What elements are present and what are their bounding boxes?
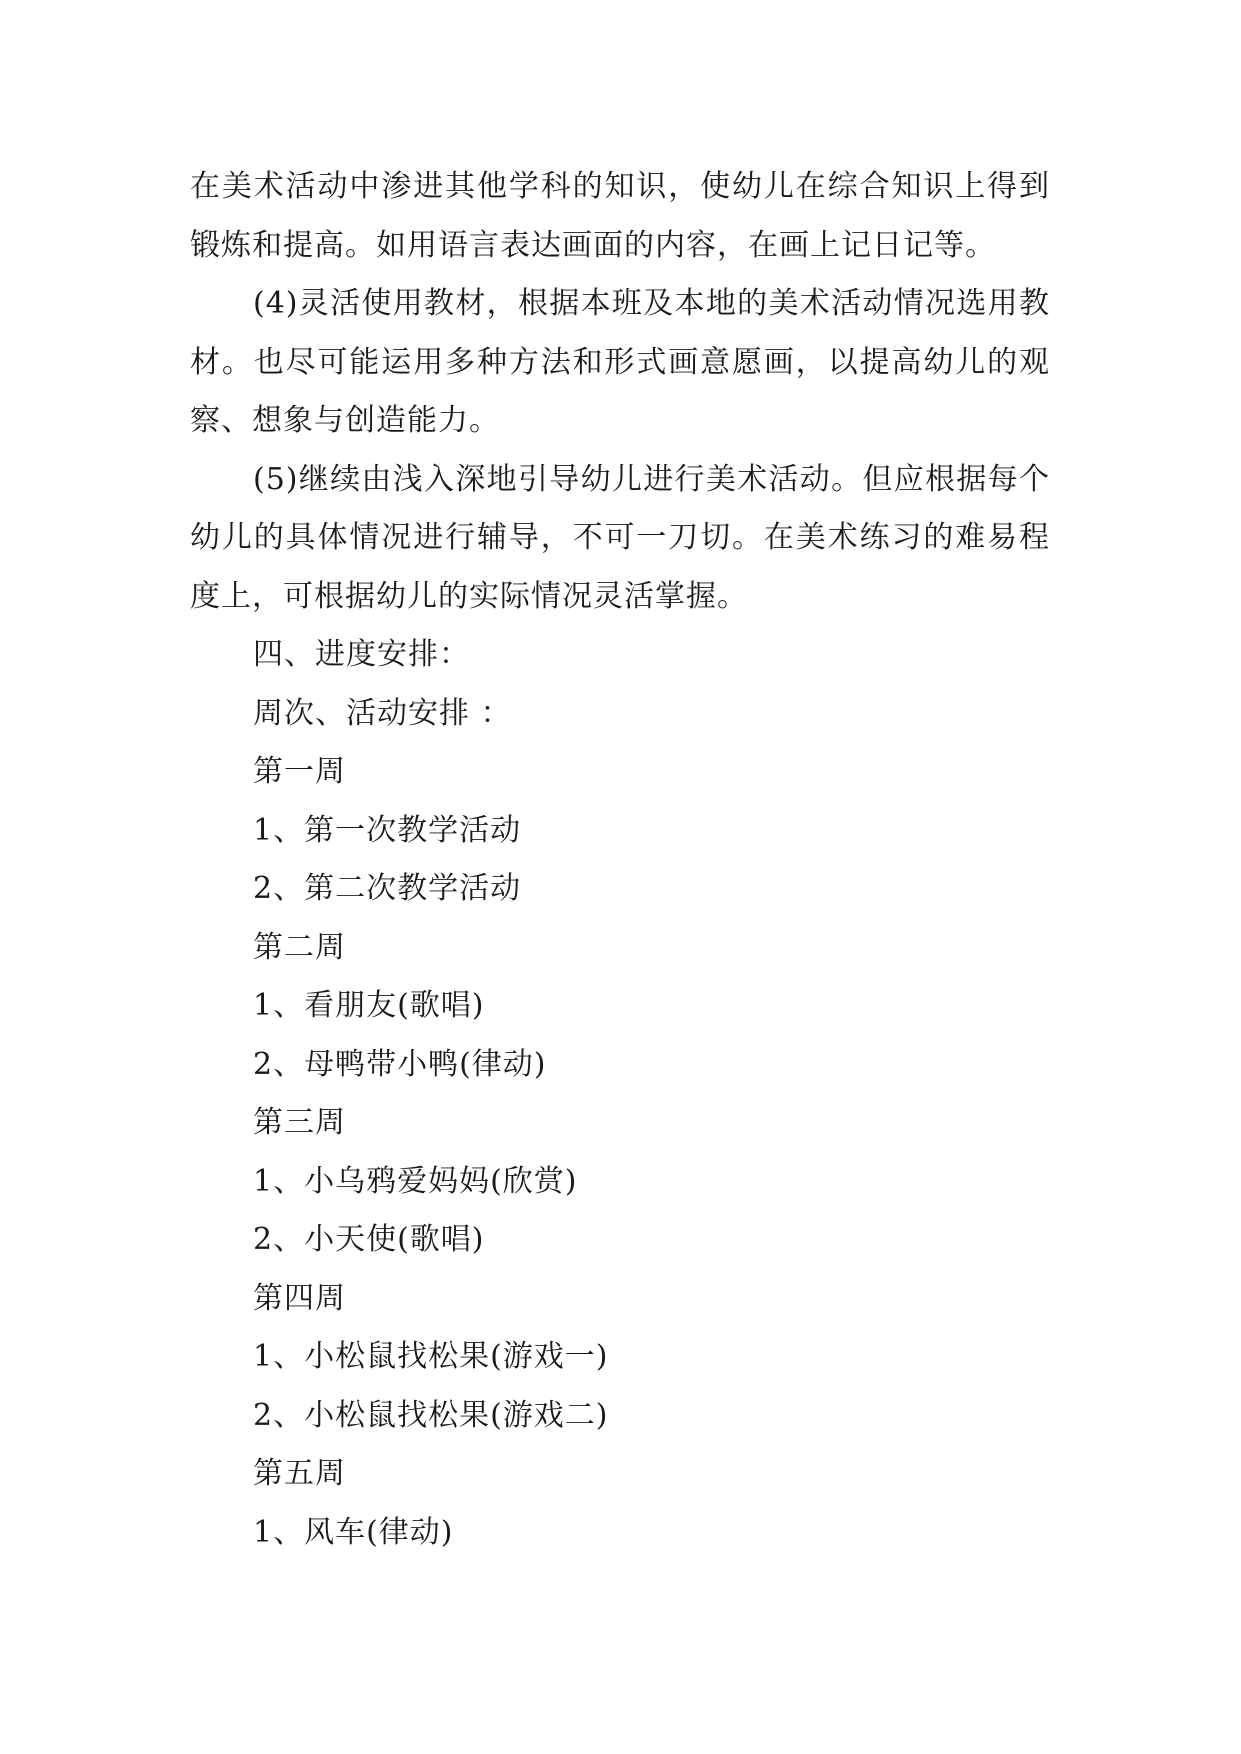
- week-label: 第一周: [253, 754, 346, 789]
- activity-item: 2、小松鼠找松果(游戏二): [253, 1397, 609, 1433]
- activity-item: 2、小天使(歌唱): [253, 1222, 485, 1257]
- activity-item: 1、小松鼠找松果(游戏一): [253, 1339, 609, 1374]
- week-label: 第四周: [253, 1280, 346, 1316]
- activity-item: 2、母鸭带小鸭(律动): [253, 1046, 547, 1082]
- paragraph-item-4: (4)灵活使用教材，根据本班及本地的美术活动情况选用教材。也尽可能运用多种方法和形式画意愿画，以提高幼儿的观察、想象与创造能力。: [190, 286, 1050, 438]
- activity-item: 1、第一次教学活动: [253, 812, 522, 848]
- week-label: 第三周: [253, 1105, 346, 1140]
- activity-item: 1、看朋友(歌唱): [253, 988, 485, 1023]
- paragraph-continuation: 在美术活动中渗进其他学科的知识，使幼儿在综合知识上得到锻炼和提高。如用语言表达画面的内容，在画上记日记等。: [190, 169, 1050, 263]
- document-body: [190, 158, 1050, 1562]
- schedule-heading: 周次、活动安排 ：: [253, 695, 512, 731]
- activity-item: 1、风车(律动): [253, 1514, 454, 1550]
- activity-item: 1、小乌鸦爱妈妈(欣赏): [253, 1163, 578, 1199]
- activity-item: 2、第二次教学活动: [253, 871, 522, 906]
- week-label: 第五周: [253, 1456, 346, 1491]
- paragraph-item-5: (5)继续由浅入深地引导幼儿进行美术活动。但应根据每个幼儿的具体情况进行辅导，不可一刀切。在美术练习的难易程度上，可根据幼儿的实际情况灵活掌握。: [190, 461, 1050, 614]
- week-label: 第二周: [253, 929, 346, 965]
- section-heading: 四、进度安排：: [253, 637, 470, 672]
